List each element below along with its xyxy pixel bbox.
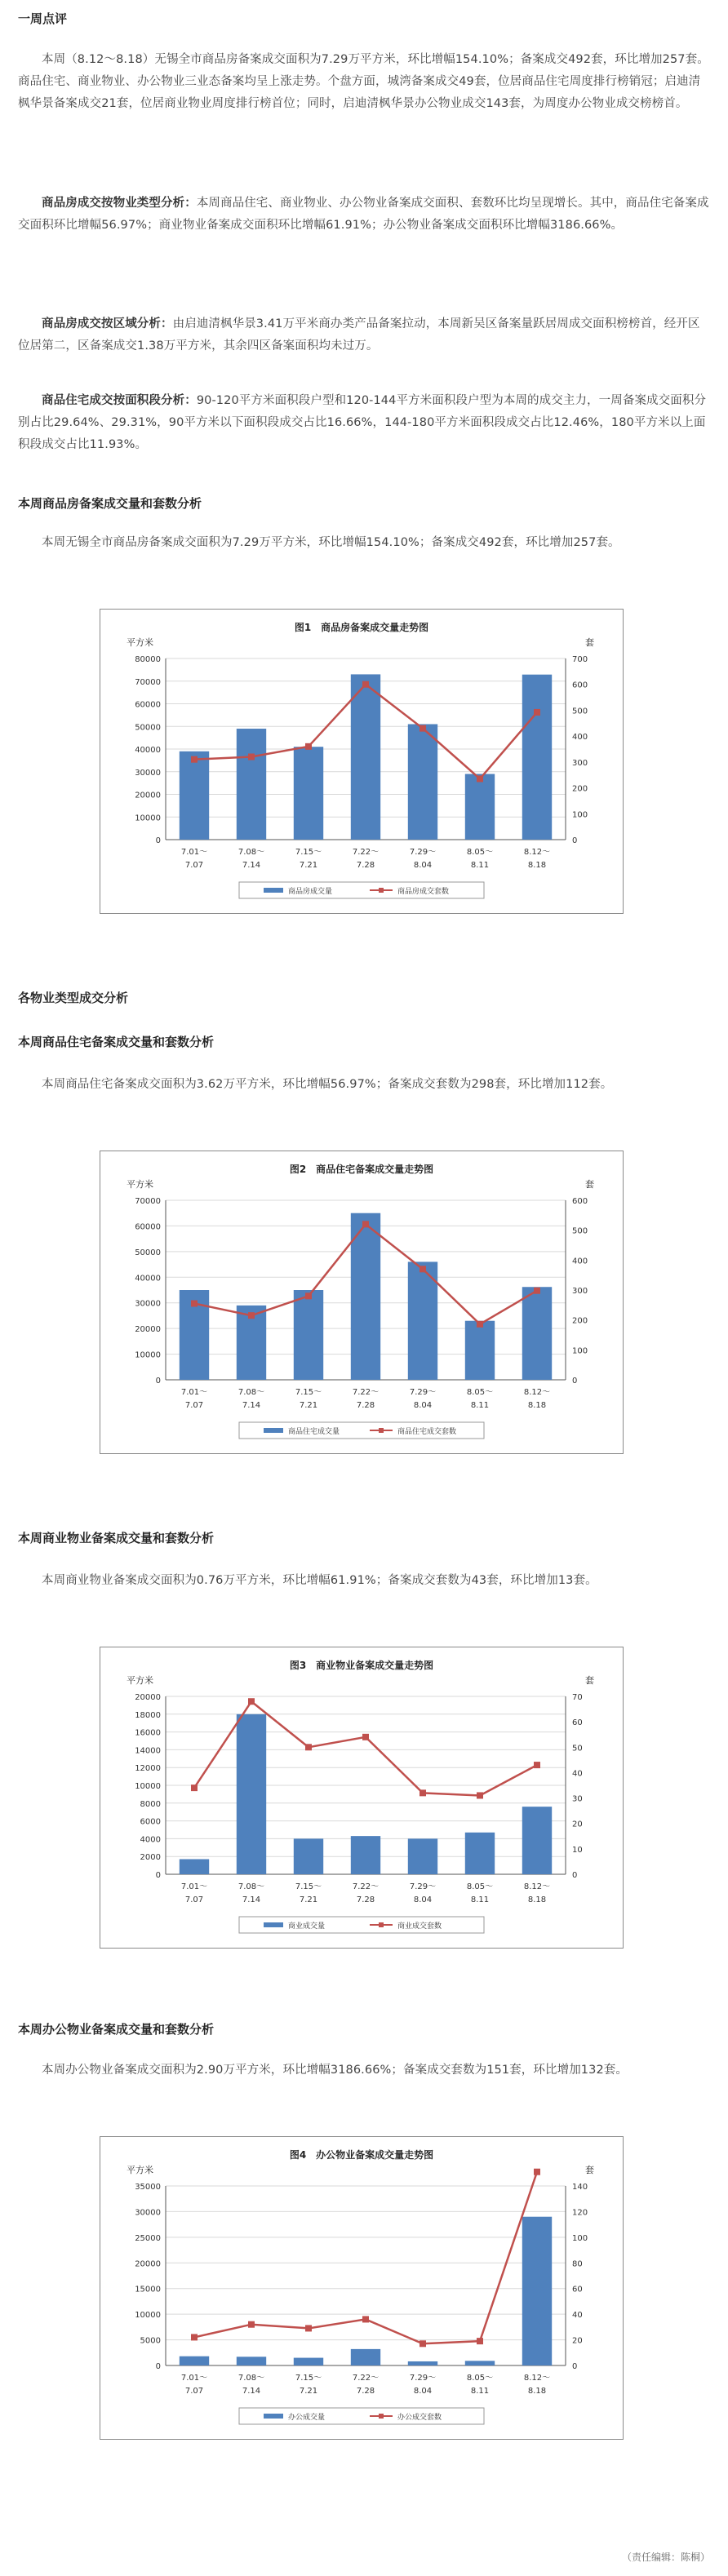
y2-tick-label: 20: [572, 1820, 583, 1829]
line-point: [534, 709, 540, 716]
legend-bar-swatch: [264, 1922, 283, 1927]
x-tick-label: 7.15～ 7.21: [295, 1388, 322, 1410]
legend-line-label: 商品房成交套数: [397, 888, 450, 896]
y-tick-label: 6000: [140, 1817, 161, 1827]
y2-tick-label: 30: [572, 1794, 583, 1804]
y-tick-label: 30000: [135, 768, 161, 778]
y2-tick-label: 200: [572, 784, 588, 794]
y-tick-label: 0: [155, 1871, 161, 1880]
y2-tick-label: 600: [572, 1197, 588, 1206]
line-point: [191, 2334, 198, 2340]
chart-4-svg: [100, 2137, 623, 2439]
x-tick-label: 8.12～ 8.18: [523, 1882, 551, 1904]
line-point: [534, 2169, 540, 2175]
line-point: [362, 2316, 369, 2322]
bar: [237, 729, 266, 840]
line-point: [191, 1785, 198, 1791]
y-tick-label: 0: [155, 836, 161, 845]
line-point: [362, 1221, 369, 1227]
y-tick-label: 2000: [140, 1853, 161, 1863]
y-axis-label: 平方米: [127, 2165, 153, 2175]
bar: [465, 1321, 495, 1380]
legend-bar-label: 商品住宅成交量: [288, 1428, 340, 1436]
x-tick-label: 8.05～ 8.11: [466, 848, 494, 870]
x-tick-label: 7.29～ 8.04: [409, 848, 437, 870]
x-tick-label: 7.22～ 7.28: [352, 1882, 380, 1904]
chart-title: 图1 商品房备案成交量走势图: [294, 622, 429, 633]
y2-tick-label: 400: [572, 733, 588, 743]
bar: [522, 1287, 552, 1380]
y-tick-label: 30000: [135, 2208, 161, 2218]
y-tick-label: 80000: [135, 655, 161, 664]
chart-3-svg: [100, 1647, 623, 1948]
line-point: [305, 1292, 312, 1299]
review-p3-text: 由启迪清枫华景3.41万平米商办类产品备案拉动，本周新吴区备案量跃居周成交面积榜榜首，经开区位居第二，区备案成交1.38万平方米，其余四区备案面积均未过万。: [18, 317, 700, 352]
chart-4: [100, 2136, 624, 2440]
y2-tick-label: 50: [572, 1744, 583, 1754]
s1-text: 本周无锡全市商品房备案成交面积为7.29万平方米，环比增幅154.10%；备案成交492套，环比增加257套。: [42, 536, 620, 549]
y-tick-label: 10000: [135, 1350, 161, 1360]
line-point: [477, 1792, 483, 1798]
bar: [351, 674, 380, 840]
review-p4-label: 商品住宅成交按面积段分析：: [42, 394, 197, 407]
line-point: [305, 1744, 312, 1750]
y-tick-label: 60000: [135, 700, 161, 710]
x-tick-label: 8.05～ 8.11: [466, 2374, 494, 2396]
chart-1-svg: [100, 610, 623, 913]
legend-bar-label: 商业成交量: [288, 1922, 326, 1931]
bar: [294, 1838, 323, 1874]
y-axis-label: 平方米: [127, 637, 153, 648]
y-tick-label: 4000: [140, 1835, 161, 1845]
x-tick-label: 8.05～ 8.11: [466, 1882, 494, 1904]
y2-tick-label: 500: [572, 1226, 588, 1236]
x-tick-label: 7.15～ 7.21: [295, 1882, 322, 1904]
y2-tick-label: 600: [572, 681, 588, 690]
y-tick-label: 70000: [135, 677, 161, 687]
bar: [522, 2217, 552, 2365]
chart-3: [100, 1647, 624, 1949]
line-point: [248, 2321, 255, 2328]
x-tick-label: 7.08～ 7.14: [237, 1388, 265, 1410]
review-p4-text: 90-120平方米面积段户型和120-144平方米面积段户型为本周的成交主力，一周备案成交面积分别占比29.64%、29.31%，90平方米以下面积段成交占比16.66%，144-180平方米面积段成交占比12.46%，180平方米以上面积段成交占比11.93%。: [18, 394, 707, 451]
y2-tick-label: 0: [572, 1871, 578, 1880]
line-point: [248, 754, 255, 760]
y2-axis-label: 套: [585, 1675, 594, 1686]
y2-tick-label: 100: [572, 810, 588, 820]
s4-text: 本周办公物业备案成交面积为2.90万平方米，环比增幅3186.66%；备案成交套数为151套，环比增加132套。: [42, 2064, 628, 2077]
review-paragraph-2: [18, 193, 710, 237]
chart-title: 图3 商业物业备案成交量走势图: [289, 1660, 434, 1671]
legend-line-marker: [379, 1428, 384, 1433]
x-tick-label: 7.29～ 8.04: [409, 2374, 437, 2396]
legend-line-marker: [379, 888, 384, 893]
y2-tick-label: 700: [572, 655, 588, 664]
y-tick-label: 50000: [135, 1248, 161, 1257]
y-tick-label: 8000: [140, 1799, 161, 1809]
review-p2-text: 本周商品住宅、商业物业、办公物业备案成交面积、套数环比均呈现增长。其中，商品住宅备案成交面积环比增幅56.97%；商业物业备案成交面积环比增幅61.91%；办公物业备案成交面积环比增幅3186.66%。: [18, 197, 709, 232]
s2-text: 本周商品住宅备案成交面积为3.62万平方米，环比增幅56.97%；备案成交套数为298套，环比增加112套。: [42, 1078, 613, 1091]
y2-tick-label: 500: [572, 707, 588, 716]
x-tick-label: 7.15～ 7.21: [295, 2374, 322, 2396]
bar: [237, 1714, 266, 1874]
y-tick-label: 14000: [135, 1746, 161, 1756]
review-paragraph-4: [18, 390, 710, 456]
y2-tick-label: 0: [572, 836, 578, 845]
bar: [465, 1833, 495, 1874]
line-point: [477, 2338, 483, 2344]
y-tick-label: 10000: [135, 814, 161, 823]
bar: [180, 752, 209, 840]
legend-bar-label: 商品房成交量: [288, 888, 333, 896]
line-point: [248, 1698, 255, 1705]
y-tick-label: 20000: [135, 791, 161, 800]
y2-tick-label: 400: [572, 1257, 588, 1266]
bar: [465, 774, 495, 840]
y-tick-label: 10000: [135, 1782, 161, 1791]
y2-tick-label: 0: [572, 1377, 578, 1386]
bar: [408, 1838, 437, 1874]
y2-tick-label: 70: [572, 1693, 583, 1702]
y-tick-label: 40000: [135, 1274, 161, 1284]
review-paragraph-1: 本周（8.12～8.18）无锡全市商品房备案成交面积为7.29万平方米，环比增幅154.10%；备案成交492套，环比增加257套。商品住宅、商业物业、办公物业三业态备案均呈上涨走势。个盘方面，城湾备案成交49套，位居商品住宅周度排行榜销冠；启迪清枫华景备案成交21套，位居商业物业周度排行榜首位；同时，启迪清枫华景办公物业成交143套，为周度办公物业成交榜榜首。: [18, 53, 709, 110]
y-axis-label: 平方米: [127, 1179, 153, 1190]
y2-tick-label: 40: [572, 2311, 583, 2321]
review-p2-label: 商品房成交按物业类型分析：: [42, 197, 197, 210]
x-tick-label: 8.12～ 8.18: [523, 2374, 551, 2396]
x-tick-label: 7.08～ 7.14: [237, 848, 265, 870]
bar: [294, 747, 323, 840]
y-tick-label: 25000: [135, 2233, 161, 2243]
x-tick-label: 7.01～ 7.07: [180, 1388, 208, 1410]
y2-tick-label: 140: [572, 2183, 588, 2192]
review-p3-label: 商品房成交按区域分析：: [42, 317, 173, 330]
line-point: [419, 1789, 426, 1796]
y-tick-label: 20000: [135, 1693, 161, 1702]
y-tick-label: 0: [155, 2362, 161, 2371]
y-tick-label: 40000: [135, 746, 161, 755]
y-tick-label: 12000: [135, 1764, 161, 1774]
line-point: [534, 1762, 540, 1768]
y2-axis-label: 套: [585, 1179, 594, 1190]
bar: [408, 724, 437, 840]
y-tick-label: 20000: [135, 2259, 161, 2269]
chart-title: 图4 办公物业备案成交量走势图: [289, 2149, 434, 2161]
x-tick-label: 7.01～ 7.07: [180, 2374, 208, 2396]
bar: [294, 2358, 323, 2365]
bar: [294, 1290, 323, 1380]
bar: [465, 2361, 495, 2365]
y2-tick-label: 120: [572, 2208, 588, 2218]
y-tick-label: 30000: [135, 1299, 161, 1309]
y2-tick-label: 20: [572, 2336, 583, 2346]
x-tick-label: 8.12～ 8.18: [523, 848, 551, 870]
y-tick-label: 5000: [140, 2336, 161, 2346]
y2-tick-label: 40: [572, 1769, 583, 1779]
y-axis-label: 平方米: [127, 1675, 153, 1686]
y-tick-label: 15000: [135, 2285, 161, 2294]
s3-title: 本周商业物业备案成交量和套数分析: [18, 1531, 215, 1545]
y2-tick-label: 200: [572, 1316, 588, 1326]
line-point: [419, 725, 426, 732]
line-point: [419, 1266, 426, 1272]
s4-title: 本周办公物业备案成交量和套数分析: [18, 2022, 215, 2037]
y2-tick-label: 100: [572, 1346, 588, 1356]
line-point: [362, 1734, 369, 1740]
legend-line-marker: [379, 2414, 384, 2419]
legend-line-marker: [379, 1922, 384, 1927]
y2-tick-label: 300: [572, 1287, 588, 1296]
y2-axis-label: 套: [585, 637, 594, 648]
y-tick-label: 0: [155, 1377, 161, 1386]
bar: [522, 1807, 552, 1874]
x-tick-label: 7.01～ 7.07: [180, 848, 208, 870]
x-tick-label: 7.29～ 8.04: [409, 1882, 437, 1904]
y-tick-label: 20000: [135, 1325, 161, 1335]
legend-line-label: 办公成交套数: [397, 2414, 442, 2422]
line-point: [305, 2325, 312, 2331]
bar: [408, 2361, 437, 2365]
line-point: [191, 1301, 198, 1307]
y2-axis-label: 套: [585, 2165, 594, 2175]
legend-bar-swatch: [264, 2414, 283, 2419]
legend-bar-label: 办公成交量: [288, 2414, 326, 2422]
y-tick-label: 70000: [135, 1197, 161, 1206]
types-title: 各物业类型成交分析: [18, 991, 129, 1005]
y-tick-label: 35000: [135, 2183, 161, 2192]
line-point: [362, 681, 369, 688]
x-tick-label: 7.08～ 7.14: [237, 1882, 265, 1904]
y2-tick-label: 80: [572, 2259, 583, 2269]
line-point: [191, 756, 198, 763]
y2-tick-label: 60: [572, 2285, 583, 2294]
legend-bar-swatch: [264, 1428, 283, 1433]
bar: [237, 2357, 266, 2365]
x-tick-label: 7.22～ 7.28: [352, 1388, 380, 1410]
line-point: [477, 1321, 483, 1328]
y2-tick-label: 10: [572, 1845, 583, 1855]
y-tick-label: 18000: [135, 1710, 161, 1720]
x-tick-label: 7.08～ 7.14: [237, 2374, 265, 2396]
bar: [351, 1836, 380, 1874]
x-tick-label: 8.12～ 8.18: [523, 1388, 551, 1410]
y2-tick-label: 60: [572, 1718, 583, 1728]
y2-tick-label: 0: [572, 2362, 578, 2371]
bar: [180, 1859, 209, 1874]
s2-title: 本周商品住宅备案成交量和套数分析: [18, 1035, 215, 1049]
s1-title: 本周商品房备案成交量和套数分析: [18, 496, 202, 511]
bar: [180, 2357, 209, 2365]
chart-1: [100, 609, 624, 914]
chart-title: 图2 商品住宅备案成交量走势图: [289, 1164, 434, 1175]
y-tick-label: 10000: [135, 2311, 161, 2321]
line-point: [534, 1288, 540, 1294]
line-point: [248, 1312, 255, 1319]
section-title: 一周点评: [18, 11, 68, 26]
editor-credit: （责任编辑：陈桐）: [621, 2552, 710, 2563]
legend-line-label: 商品住宅成交套数: [397, 1428, 457, 1436]
y2-tick-label: 300: [572, 758, 588, 768]
bar: [351, 2349, 380, 2365]
legend-line-label: 商业成交套数: [397, 1922, 442, 1931]
legend-bar-swatch: [264, 888, 283, 893]
x-tick-label: 7.29～ 8.04: [409, 1388, 437, 1410]
bar: [522, 675, 552, 840]
y2-tick-label: 100: [572, 2233, 588, 2243]
s3-text: 本周商业物业备案成交面积为0.76万平方米，环比增幅61.91%；备案成交套数为43套，环比增加13套。: [42, 1574, 597, 1587]
line-point: [477, 775, 483, 782]
x-tick-label: 7.15～ 7.21: [295, 848, 322, 870]
line-point: [419, 2340, 426, 2347]
x-tick-label: 7.22～ 7.28: [352, 848, 380, 870]
y-tick-label: 16000: [135, 1728, 161, 1738]
y-tick-label: 50000: [135, 723, 161, 733]
y-tick-label: 60000: [135, 1222, 161, 1232]
x-tick-label: 7.22～ 7.28: [352, 2374, 380, 2396]
chart-2-svg: [100, 1151, 623, 1453]
chart-2: [100, 1151, 624, 1454]
line-point: [305, 743, 312, 750]
review-paragraph-3: [18, 313, 710, 357]
x-tick-label: 8.05～ 8.11: [466, 1388, 494, 1410]
x-tick-label: 7.01～ 7.07: [180, 1882, 208, 1904]
